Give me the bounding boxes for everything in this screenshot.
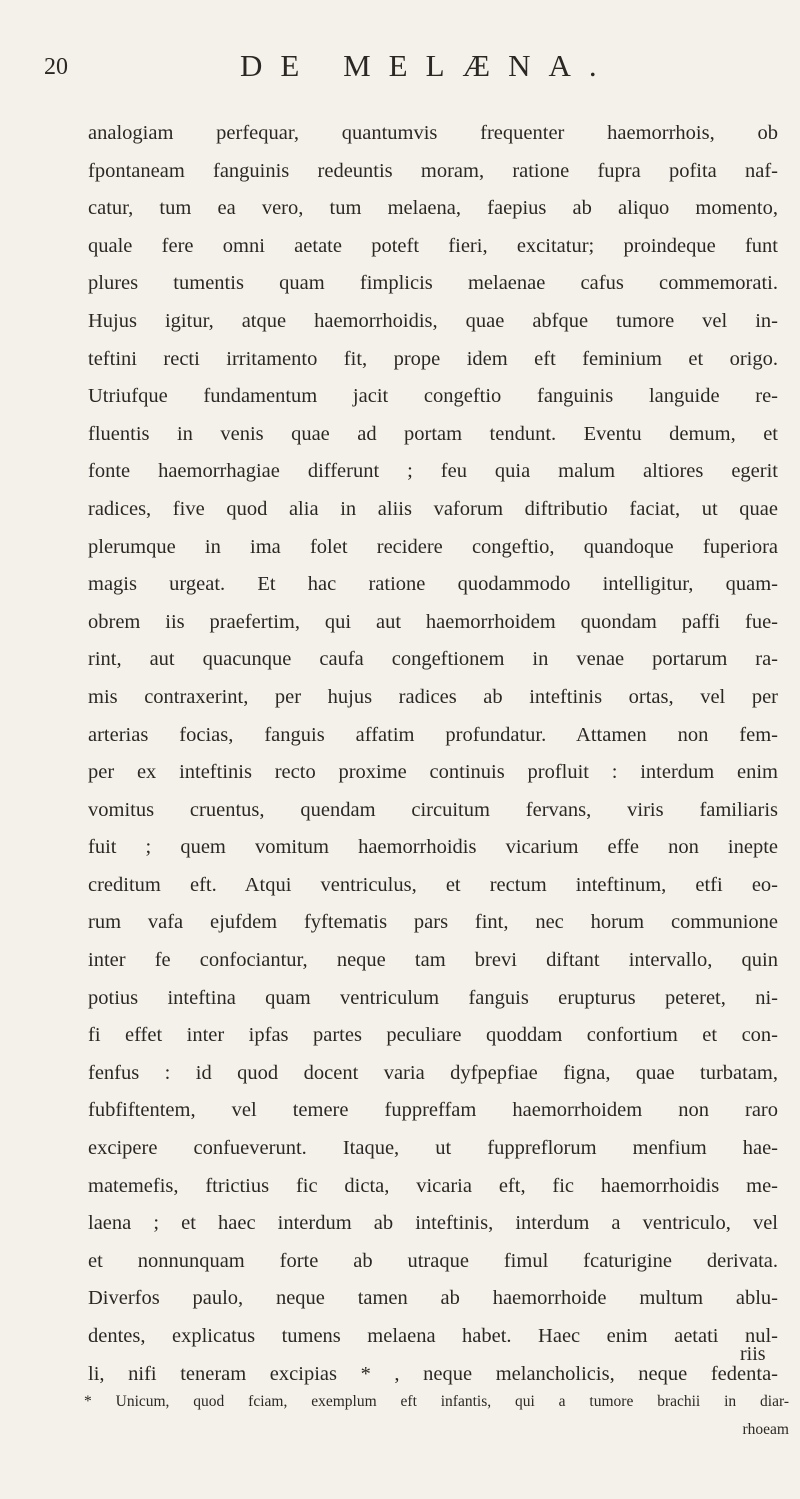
text-line: fuit ; quem vomitum haemorrhoidis vicarium effe non inepte [88,836,778,859]
text-line: fluentis in venis quae ad portam tendunt. Eventu demum, et [88,422,778,445]
text-line: arterias focias, fanguis affatim profundatur. Attamen non fem- [88,723,778,746]
text-line: mis contraxerint, per hujus radices ab inteftinis ortas, vel per [88,685,778,708]
text-line: inter fe confociantur, neque tam brevi diftant intervallo, quin [88,949,778,972]
running-head [0,48,800,88]
text-line: per ex inteftinis recto proxime continuis profluit : interdum enim [88,761,778,784]
footnote-line: * Unicum, quod fciam, exemplum eft infantis, qui a tumore brachii in diar- [84,1393,789,1410]
text-line: Diverfos paulo, neque tamen ab haemorrhoide multum ablu- [88,1287,778,1310]
catchword: riis [740,1343,766,1365]
text-line: fubfiftentem, vel temere fuppreffam haemorrhoidem non raro [88,1099,778,1122]
text-line: creditum eft. Atqui ventriculus, et rectum inteftinum, etfi eo- [88,873,778,896]
body-text [88,115,778,1393]
text-line: fpontaneam fanguinis redeuntis moram, ratione fupra pofita naf- [88,159,778,182]
text-line: dentes, explicatus tumens melaena habet. Haec enim aetati nul- [88,1325,778,1347]
text-line: li, nifi teneram excipias * , neque melancholicis, neque fedenta- [88,1362,778,1385]
text-line: radices, five quod alia in aliis vaforum diftributio faciat, ut quae [88,497,778,520]
footnote-line: rhoeam [742,1421,789,1438]
text-line: fi effet inter ipfas partes peculiare quoddam confortium et con- [88,1024,778,1047]
text-line: Utriufque fundamentum jacit congeftio fanguinis languide re- [88,385,778,408]
text-line: plures tumentis quam fimplicis melaenae cafus commemorati. [88,272,778,295]
text-line: vomitus cruentus, quendam circuitum fervans, viris familiaris [88,798,778,821]
text-line: Hujus igitur, atque haemorrhoidis, quae abfque tumore vel in- [88,309,778,332]
text-line: magis urgeat. Et hac ratione quodammodo intelligitur, quam- [88,573,778,596]
text-line: laena ; et haec interdum ab inteftinis, interdum a ventriculo, vel [88,1212,778,1235]
page-header-title: DE MELÆNA. [240,48,615,83]
text-line: matemefis, ftrictius fic dicta, vicaria eft, fic haemorrhoidis me- [88,1174,778,1197]
text-line: rint, aut quacunque caufa congeftionem in venae portarum ra- [88,648,778,671]
text-line: teftini recti irritamento fit, prope idem eft feminium et origo. [88,347,778,370]
text-line: quale fere omni aetate poteft fieri, excitatur; proindeque funt [88,234,778,257]
text-line: fonte haemorrhagiae differunt ; feu quia malum altiores egerit [88,460,778,483]
text-line: analogiam perfequar, quantumvis frequenter haemorrhois, ob [88,122,778,144]
text-line: rum vafa ejufdem fyftematis pars fint, nec horum communione [88,911,778,934]
text-line: et nonnunquam forte ab utraque fimul fcaturigine derivata. [88,1249,778,1272]
text-line: catur, tum ea vero, tum melaena, faepius ab aliquo momento, [88,197,778,220]
text-line: potius inteftina quam ventriculum fanguis erupturus peteret, ni- [88,986,778,1009]
text-line: plerumque in ima folet recidere congeftio, quandoque fuperiora [88,535,778,558]
text-line: fenfus : id quod docent varia dyfpepfiae figna, quae turbatam, [88,1061,778,1084]
text-line: excipere confueverunt. Itaque, ut fuppreflorum menfium hae- [88,1137,778,1160]
footnote [84,1388,789,1444]
page-number: 20 [44,54,68,80]
text-line: obrem iis praefertim, qui aut haemorrhoidem quondam paffi fue- [88,610,778,633]
